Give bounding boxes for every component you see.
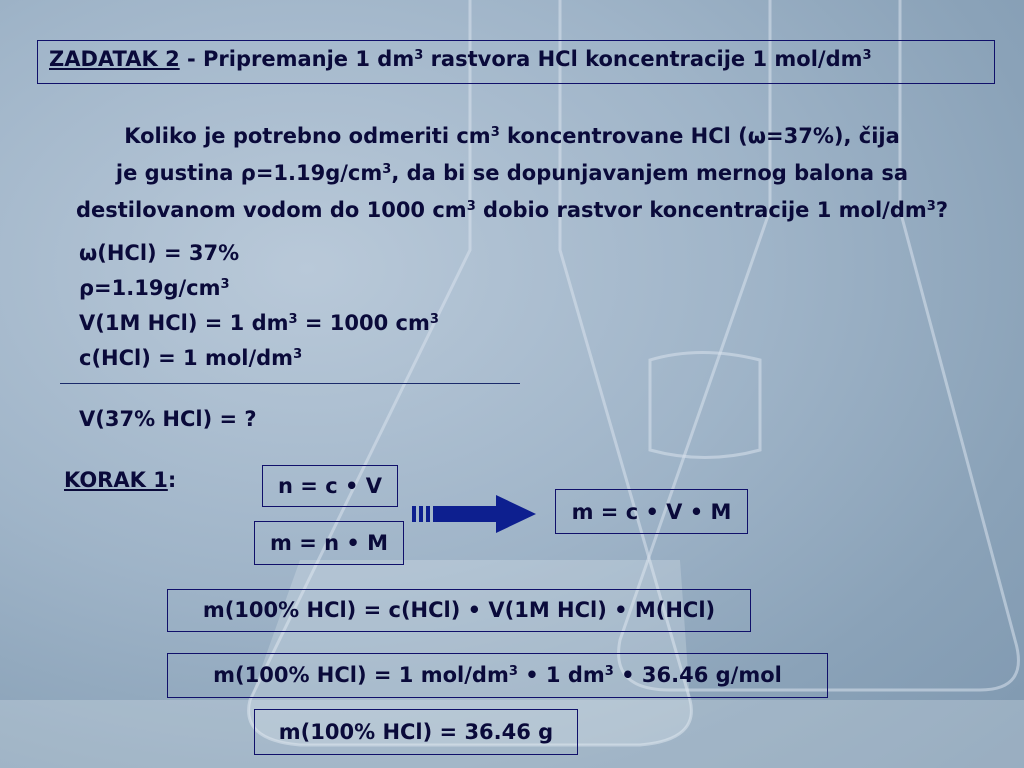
given-density: $\rho=1.19g/cm^3$ (79, 276, 230, 300)
question-text (10, 118, 1014, 229)
given-divider (60, 383, 520, 384)
step-label (64, 468, 176, 492)
formula-combined-box (555, 489, 748, 534)
given-concentration: c(HCl) = 1 mol/$dm^3$ (79, 346, 303, 370)
formula-result-box (254, 709, 578, 755)
formula-m: m = n • M (270, 531, 388, 555)
question-line-2: je gustina $\rho=1.19g/cm^3$, da bi se dopunjavanjem mernog balona sa (115, 161, 909, 185)
given-omega: ω(HCl) = 37% (79, 241, 240, 265)
given-volume: V(1M HCl) = 1 $dm^3 = 1000$ $cm^3$ (79, 311, 439, 335)
question-line-1: Koliko je potrebno odmeriti $cm^3$ koncentrovane HCl (ω=37%), čija (124, 124, 900, 148)
title-text: - Pripremanje 1 $dm^3$ rastvora HCl koncentracije 1 mol/$dm^3$ (179, 47, 872, 71)
formula-result: m(100% HCl) = 36.46 g (278, 720, 554, 744)
formula-substituted-box (167, 653, 828, 698)
implication-arrow-icon (410, 493, 540, 535)
step-label-colon: : (167, 468, 177, 492)
formula-m-box (254, 521, 404, 565)
formula-substituted: m(100% HCl) = 1 mol/$dm^3$ • 1 $dm^3$ • 36.46 g/mol (213, 663, 782, 687)
formula-n-box (262, 465, 398, 507)
formula-general-box (167, 589, 751, 632)
task-label: ZADATAK 2 (49, 47, 180, 71)
step-label-text: KORAK 1 (64, 468, 168, 492)
title-box (37, 40, 995, 84)
formula-combined: m = c • V • M (571, 500, 732, 524)
unknown-volume: V(37% HCl) = ? (79, 407, 257, 431)
formula-n: n = c • V (278, 474, 382, 498)
question-line-3: destilovanom vodom do 1000 $cm^3$ dobio rastvor koncentracije 1 mol/$dm^3$? (75, 198, 948, 222)
formula-general: m(100% HCl) = c(HCl) • V(1M HCl) • M(HCl) (202, 598, 716, 622)
